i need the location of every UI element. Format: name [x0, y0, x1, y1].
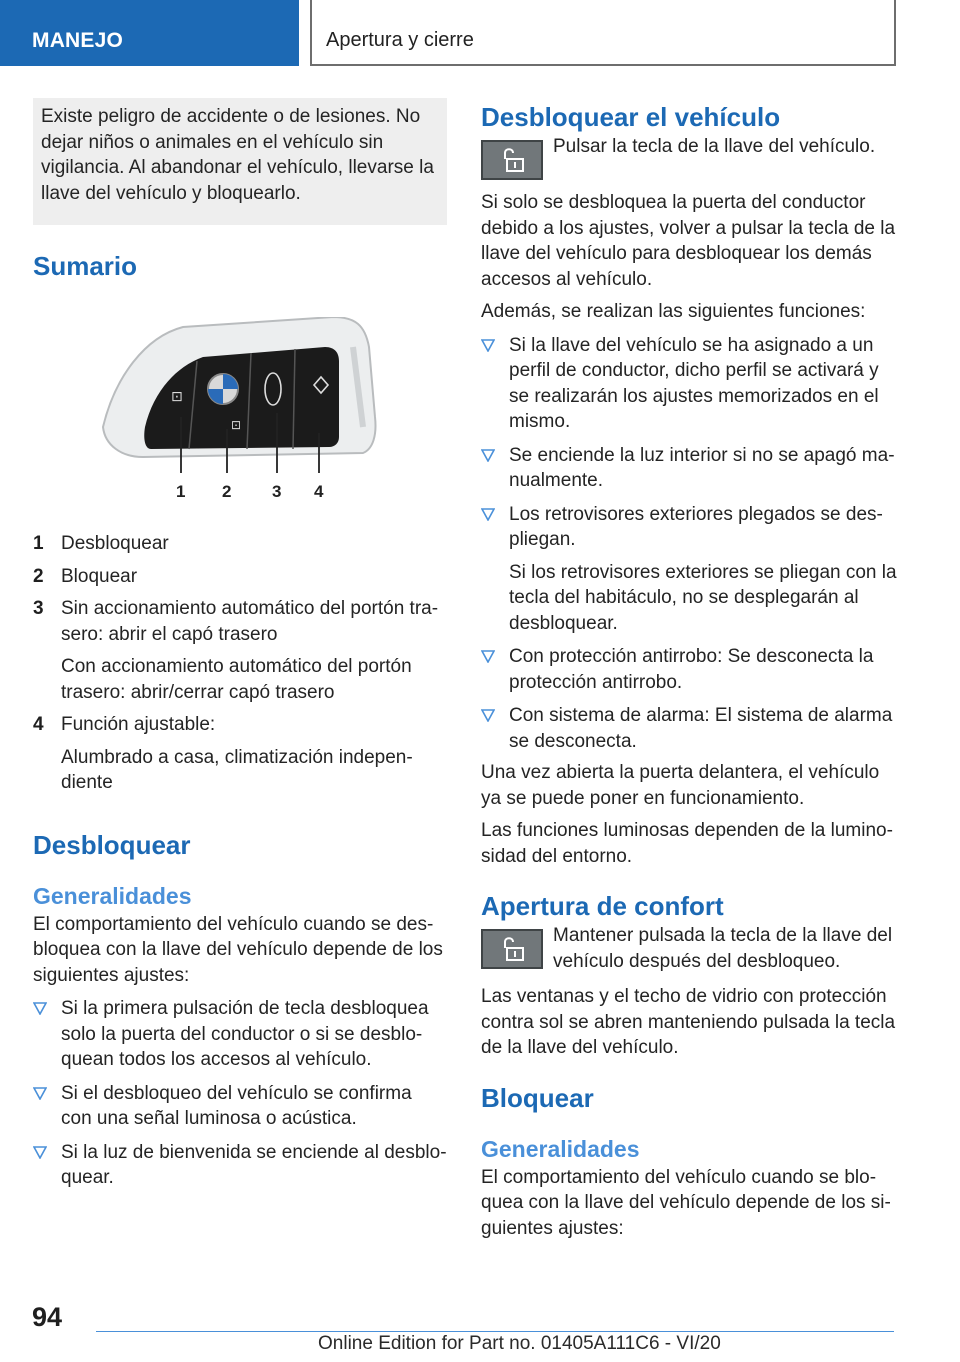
legend-text: Desbloquear	[61, 533, 169, 554]
triangle-bullet-icon	[33, 1087, 47, 1100]
triangle-bullet-icon	[33, 1146, 47, 1159]
list-item: Se enciende la luz interior si no se apagó manualmente.	[481, 443, 897, 494]
legend-text: Función ajustable: Alumbrado a casa, climatización independiente	[61, 714, 413, 793]
confort-key-row	[481, 923, 897, 974]
list-item: Los retrovisores exteriores plegados se despliegan. Si los retrovisores exteriores se pliegan con la tecla del habitáculo, no se desplegarán al desbloquear.	[481, 502, 897, 637]
warning-text: Existe peligro de accidente o de lesiones. No dejar niños o animales en el vehículo sin vigilancia. Al abandonar el vehículo, llevarse la llave del vehículo y bloquearlo.	[41, 106, 434, 204]
triangle-bullet-icon	[481, 650, 495, 663]
list-item: Si la llave del vehículo se ha asignado a un perfil de conductor, dicho perfil se activará y se realizarán los ajustes memorizados en el mismo.	[481, 333, 897, 435]
figure-label-3: 3	[272, 482, 282, 501]
unlock-key-icon	[481, 929, 543, 969]
bloquear-heading: Bloquear	[481, 1082, 594, 1113]
apertura-confort-heading: Apertura de confort	[481, 891, 724, 921]
list-item: Si el desbloqueo del vehículo se confirma con una señal luminosa o acústica.	[33, 1081, 447, 1132]
desbloquear-heading: Desbloquear	[33, 829, 191, 860]
legend-text: Bloquear	[61, 565, 138, 587]
triangle-bullet-icon	[481, 339, 495, 352]
chapter-title: Apertura y cierre	[310, 0, 896, 66]
generalidades-text: El comportamiento del vehículo cuando se bloquea con la llave del vehículo depende de los siguientes ajustes:	[481, 1166, 891, 1239]
list-item: Con protección antirrobo: Se desconecta la protección antirrobo.	[481, 644, 897, 695]
car-key-illustration	[33, 317, 447, 517]
figure-legend	[33, 531, 447, 796]
svg-text:⊡: ⊡	[171, 389, 183, 405]
generalidades-heading: Generalidades	[33, 882, 192, 909]
left-column	[33, 98, 447, 1191]
list-item: Si la luz de bienvenida se enciende al desbloquear.	[33, 1140, 447, 1191]
footer-edition: Online Edition for Part no. 01405A111C6 - VI/20	[318, 1333, 721, 1354]
list-item: Con sistema de alarma: El sistema de alarma se desconecta.	[481, 703, 897, 754]
para-ready-to-start: Una vez abierta la puerta delantera, el vehículo ya se puede poner en funcionamiento.	[481, 762, 880, 809]
legend-num: 2	[33, 565, 44, 587]
unlock-instruction: Pulsar la tecla de la llave del vehículo.	[553, 136, 876, 157]
legend-text: Sin accionamiento automático del portón trasero: abrir el capó trasero Con accionamiento automático del portón trasero: abrir/cerrar capó trasero	[61, 598, 439, 703]
legend-num: 4	[33, 714, 44, 735]
para-functions-intro: Además, se realizan las siguientes funciones:	[481, 301, 866, 322]
legend-num: 3	[33, 598, 44, 619]
list-item: Si la primera pulsación de tecla desbloquea solo la puerta del conductor o si se desbloquean todos los accesos al vehículo.	[33, 996, 447, 1073]
page-number: 94	[32, 1302, 63, 1332]
para-light-functions: Las funciones luminosas dependen de la luminosidad del entorno.	[481, 820, 893, 867]
unlock-key-row	[481, 134, 897, 180]
confort-instruction: Mantener pulsada la tecla de la llave del vehículo después del desbloqueo.	[553, 925, 893, 972]
generalidades-text: El comportamiento del vehículo cuando se desbloquea con la llave del vehículo depende de los siguientes ajustes:	[33, 913, 443, 986]
figure-label-4: 4	[314, 482, 324, 501]
warning-box	[33, 98, 447, 225]
right-column	[481, 98, 897, 1241]
svg-text:⊡: ⊡	[231, 418, 242, 432]
section-tab: MANEJO	[0, 0, 299, 66]
para-single-unlock: Si solo se desbloquea la puerta del conductor debido a los ajustes, volver a pulsar la tecla de la llave del vehículo para desbloquear los demás accesos al vehículo.	[481, 192, 896, 290]
para-confort: Las ventanas y el techo de vidrio con protección contra sol se abren manteniendo pulsada la tecla de la llave del vehículo.	[481, 986, 896, 1058]
generalidades-heading: Generalidades	[481, 1135, 640, 1162]
footer-divider	[96, 1331, 894, 1332]
key-figure	[33, 317, 447, 517]
figure-label-2: 2	[222, 482, 232, 501]
triangle-bullet-icon	[481, 709, 495, 722]
figure-label-1: 1	[176, 482, 186, 501]
triangle-bullet-icon	[481, 449, 495, 462]
desbloquear-vehiculo-heading: Desbloquear el vehículo	[481, 102, 781, 132]
unlock-settings-list	[33, 996, 447, 1191]
sumario-heading: Sumario	[33, 251, 138, 281]
legend-num: 1	[33, 533, 44, 554]
triangle-bullet-icon	[33, 1002, 47, 1015]
unlock-key-icon	[481, 140, 543, 180]
triangle-bullet-icon	[481, 508, 495, 521]
unlock-functions-list	[481, 333, 897, 755]
